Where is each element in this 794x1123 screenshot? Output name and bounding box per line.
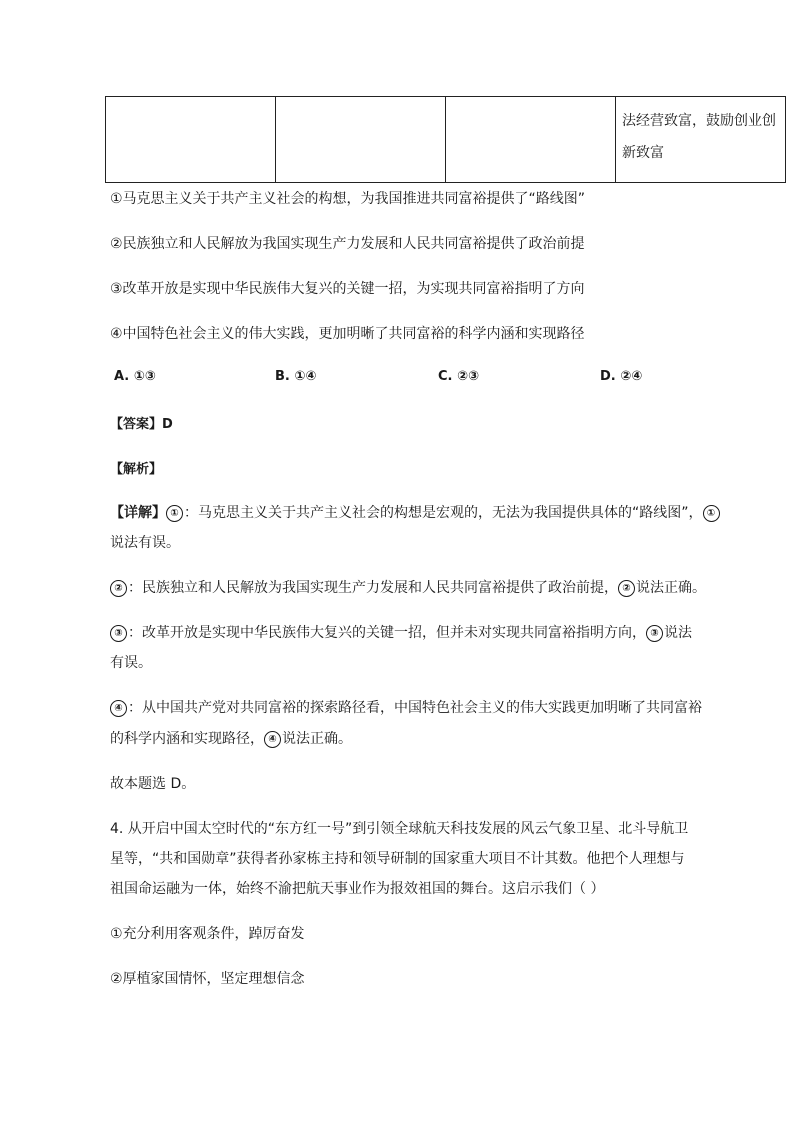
option-c: C. ②③	[438, 369, 480, 384]
marker-1: ①	[703, 505, 720, 522]
statement-2: ②民族独立和人民解放为我国实现生产力发展和人民共同富裕提供了政治前提	[110, 236, 585, 252]
option-b: B. ①④	[275, 369, 317, 384]
detail-text: 的科学内涵和实现路径，	[110, 731, 264, 747]
question-4-statement-1: ①充分利用客观条件，踔厉奋发	[110, 926, 305, 942]
detail-paragraph-1-cont: 说法有误。	[110, 535, 180, 551]
marker-2: ②	[110, 580, 127, 597]
detail-paragraph-4	[110, 697, 702, 717]
marker-4: ④	[264, 731, 281, 748]
detail-text: ：民族独立和人民解放为我国实现生产力发展和人民共同富裕提供了政治前提，	[128, 580, 618, 596]
detail-paragraph-3-cont: 有误。	[110, 655, 152, 671]
option-d: D. ②④	[600, 369, 643, 384]
marker-1: ①	[166, 505, 183, 522]
marker-4: ④	[110, 700, 127, 717]
table-cell	[446, 97, 616, 183]
statement-1: ①马克思主义关于共产主义社会的构想，为我国推进共同富裕提供了“路线图”	[110, 191, 586, 207]
question-4-line-1: 4. 从开启中国太空时代的“东方红一号”到引领全球航天科技发展的风云气象卫星、北斗导航卫	[110, 821, 689, 837]
detail-text: ：从中国共产党对共同富裕的探索路径看，中国特色社会主义的伟大实践更加明晰了共同富裕	[128, 700, 702, 716]
table-cell	[276, 97, 446, 183]
marker-3: ③	[110, 625, 127, 642]
detail-paragraph-1	[110, 502, 721, 522]
option-a: A. ①③	[114, 369, 156, 384]
table-row	[106, 97, 786, 183]
conclusion: 故本题选 D。	[110, 776, 196, 792]
detail-text: 说法正确。	[282, 731, 352, 747]
table-fragment	[105, 96, 786, 183]
detail-paragraph-3	[110, 622, 692, 642]
detail-paragraph-2	[110, 577, 706, 597]
detail-label: 【详解】	[110, 505, 166, 521]
detail-paragraph-4-cont	[110, 728, 352, 748]
question-4-line-3: 祖国命运融为一体，始终不渝把航天事业作为报效祖国的舞台。这启示我们（ ）	[110, 881, 605, 897]
answer-line	[110, 413, 173, 432]
marker-3: ③	[646, 625, 663, 642]
analysis-label: 【解析】	[110, 462, 163, 477]
detail-text: ：改革开放是实现中华民族伟大复兴的关键一招，但并未对实现共同富裕指明方向，	[128, 625, 646, 641]
statement-4: ④中国特色社会主义的伟大实践，更加明晰了共同富裕的科学内涵和实现路径	[110, 326, 585, 342]
question-4-statement-2: ②厚植家国情怀，坚定理想信念	[110, 971, 305, 987]
table-cell	[106, 97, 276, 183]
detail-text: ：马克思主义关于共产主义社会的构想是宏观的，无法为我国提供具体的“路线图”，	[184, 505, 703, 521]
answer-label: 【答案】	[110, 417, 163, 432]
detail-text: 说法	[664, 625, 692, 641]
detail-text: 说法正确。	[636, 580, 706, 596]
answer-value: D	[162, 417, 173, 432]
question-4-line-2: 星等，“共和国勋章”获得者孙家栋主持和领导研制的国家重大项目不计其数。他把个人理想与	[110, 851, 685, 867]
marker-2: ②	[618, 580, 635, 597]
table-cell: 法经营致富，鼓励创业创新致富	[616, 97, 786, 183]
statement-3: ③改革开放是实现中华民族伟大复兴的关键一招，为实现共同富裕指明了方向	[110, 281, 585, 297]
